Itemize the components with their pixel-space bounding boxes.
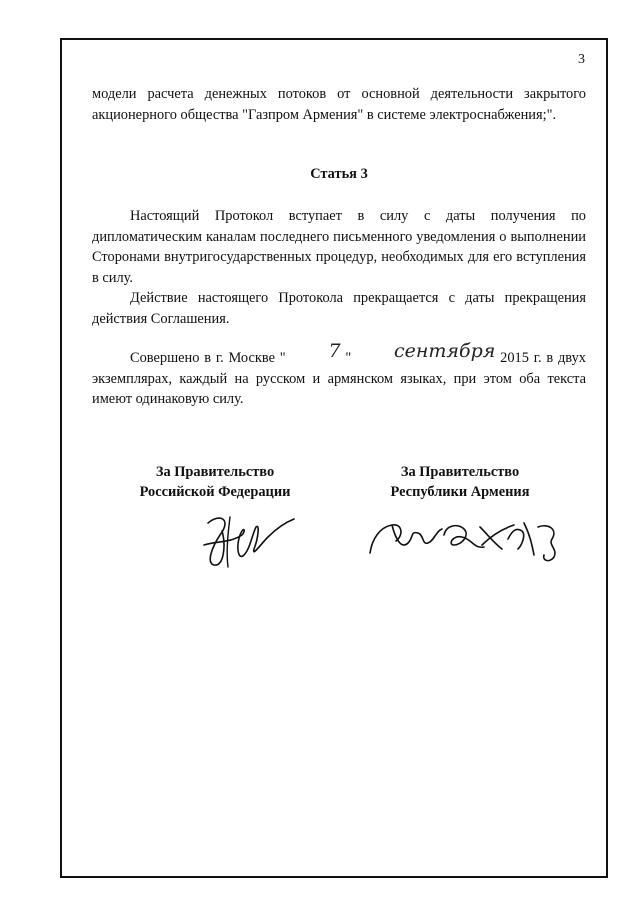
signatory-right-line2: Республики Армения xyxy=(390,484,530,500)
article-heading: Статья 3 xyxy=(310,166,368,182)
done-prefix: Совершено в г. Москве xyxy=(130,350,275,366)
signatory-left xyxy=(110,462,320,502)
page-number: 3 xyxy=(578,52,585,67)
signatory-left-line2: Российской Федерации xyxy=(139,484,291,500)
signatory-left-line1: За Правительство xyxy=(155,464,275,480)
handwritten-day: 7 xyxy=(328,340,341,362)
intro-paragraph: модели расчета денежных потоков от основной деятельности закрытого акционерного общества "Газпром Армения" в системе электроснабжения;". xyxy=(92,86,586,123)
done-rest: 2015 г. в двух экземплярах, каждый на русском и армянском языках, при этом оба текста имеют одинаковую силу. xyxy=(92,350,586,407)
quote-close: " xyxy=(345,350,352,366)
signatory-right xyxy=(360,462,560,502)
article-paragraph-2: Действие настоящего Протокола прекращается с даты прекращения действия Соглашения. xyxy=(92,290,586,327)
article-paragraph-1: Настоящий Протокол вступает в силу с даты получения по дипломатическим каналам последнего письменного уведомления о выполнении Сторонами внутригосударственных процедур, необходимых для его вступления в силу. xyxy=(92,208,586,286)
quote-open: " xyxy=(279,350,286,366)
signatory-right-line1: За Правительство xyxy=(400,464,520,480)
handwritten-month: сентября xyxy=(394,340,496,362)
page-border xyxy=(60,38,608,878)
signature-right xyxy=(362,505,572,570)
signature-left xyxy=(190,505,300,575)
done-paragraph xyxy=(92,340,586,410)
